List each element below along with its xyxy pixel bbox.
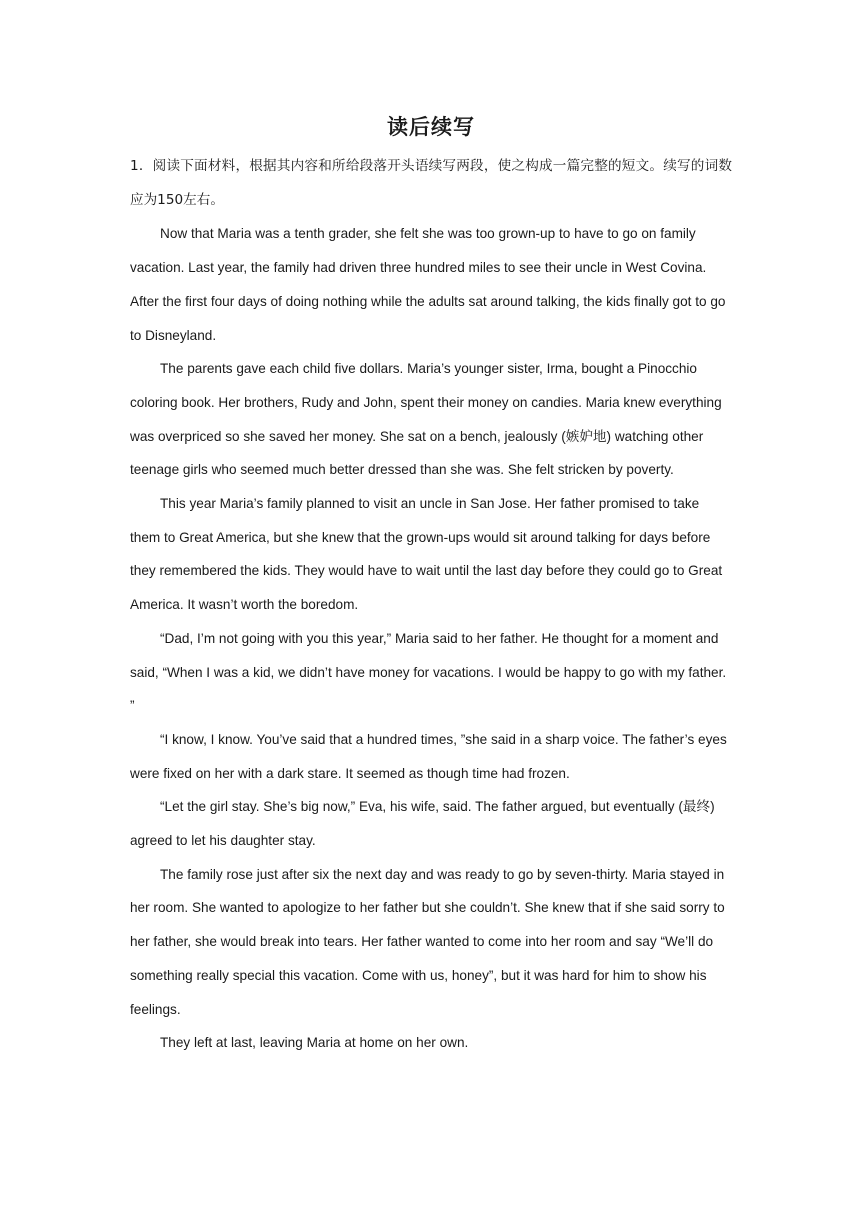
story-paragraph-6: “Let the girl stay. She’s big now,” Eva, his wife, said. The father argued, but eventually (最终) agreed to let his daughter stay. xyxy=(130,799,715,849)
story-paragraph-3: This year Maria’s family planned to visit an uncle in San Jose. Her father promised to take them to Great America, but she knew that the grown-ups would sit around talking for days before they remembered the kids. They would have to wait until the last day before they could go to Great America. It wasn’t worth the boredom. xyxy=(130,496,723,613)
story-paragraph-5: “I know, I know. You’ve said that a hundred times, ”she said in a sharp voice. The father’s eyes were fixed on her with a dark stare. It seemed as though time had frozen. xyxy=(130,731,727,781)
question-instruction: 1．阅读下面材料，根据其内容和所给段落开头语续写两段，使之构成一篇完整的短文。续写的词数应为150左右。 xyxy=(130,158,732,208)
story-paragraph-4: “Dad, I’m not going with you this year,” Maria said to her father. He thought for a moment and said, “When I was a kid, we didn’t have money for vacations. I would be happy to go with my father. ” xyxy=(130,630,727,714)
document-page xyxy=(130,112,732,1060)
page-title: 读后续写 xyxy=(387,115,475,139)
story-paragraph-2: The parents gave each child five dollars. Maria’s younger sister, Irma, bought a Pinocchio coloring book. Her brothers, Rudy and John, spent their money on candies. Maria knew everything was overpriced so she saved her money. She sat on a bench, jealously (嫉妒地) watching other teenage girls who seemed much better dressed than she was. She felt stricken by poverty. xyxy=(130,361,722,478)
story-paragraph-1: Now that Maria was a tenth grader, she felt she was too grown-up to have to go on family vacation. Last year, the family had driven three hundred miles to see their uncle in West Covina. After the first four days of doing nothing while the adults sat around talking, the kids finally got to go to Disneyland. xyxy=(130,226,726,343)
story-paragraph-7: The family rose just after six the next day and was ready to go by seven-thirty. Maria stayed in her room. She wanted to apologize to her father but she couldn’t. She knew that if she said sorry to her father, she would break into tears. Her father wanted to come into her room and say “We’ll do something really special this vacation. Come with us, honey”, but it was hard for him to show his feelings. xyxy=(130,866,725,1017)
story-paragraph-8: They left at last, leaving Maria at home on her own. xyxy=(160,1035,469,1051)
